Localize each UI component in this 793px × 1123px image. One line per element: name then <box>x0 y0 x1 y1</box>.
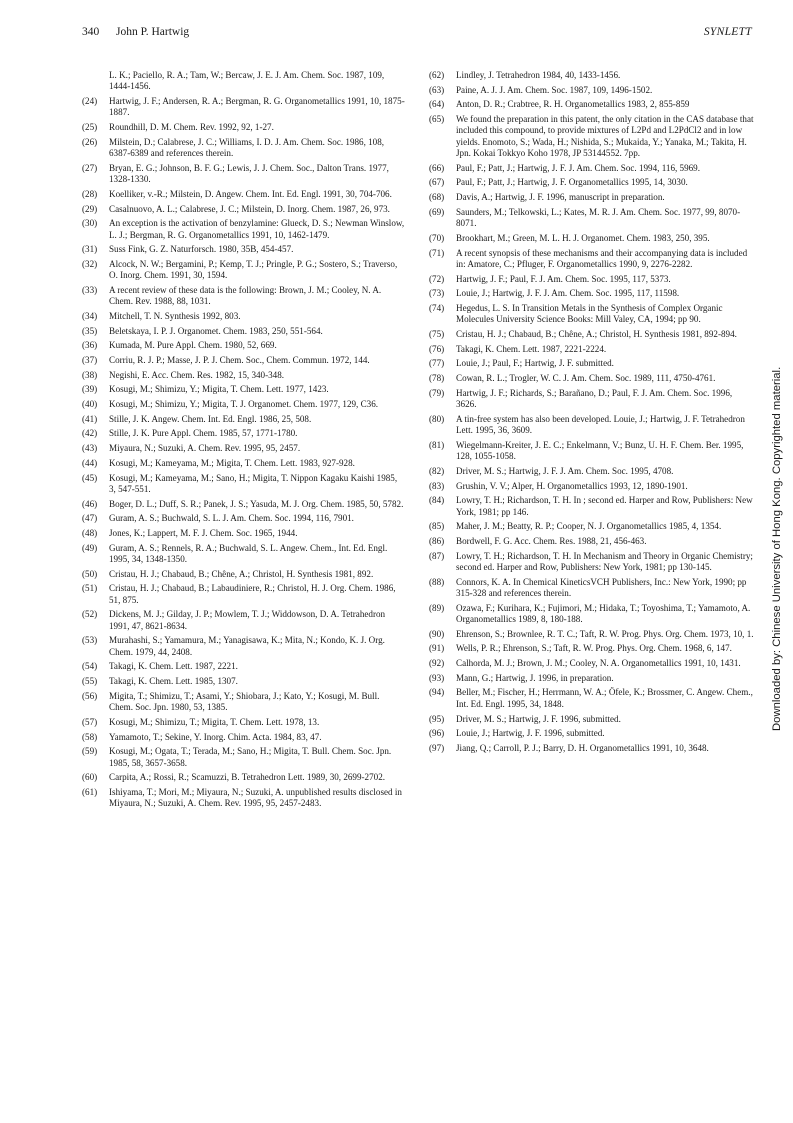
reference-item <box>429 233 754 244</box>
reference-number: (65) <box>429 114 445 125</box>
reference-number: (81) <box>429 439 445 450</box>
reference-item <box>82 189 405 200</box>
reference-number: (38) <box>82 369 98 380</box>
reference-number: (33) <box>82 284 98 295</box>
reference-number: (35) <box>82 325 98 336</box>
reference-item <box>429 577 754 600</box>
page-header <box>82 26 752 42</box>
reference-text: Kosugi, M.; Kameyama, M.; Sano, H.; Migita, T. Nippon Kagaku Kaishi 1985, 3, 547-551. <box>109 472 398 494</box>
reference-number: (41) <box>82 413 98 424</box>
reference-text: Hartwig, J. F.; Andersen, R. A.; Bergman, R. G. Organometallics 1991, 10, 1875-1887. <box>109 96 405 118</box>
reference-text: We found the preparation in this patent, the only citation in the CAS database that included this compound, to provide mixtures of L2Pd and L2PdCl2 and in low yields. Enomoto, S.; Wada, H.; Nishida, S.; Mukaida, Y.; Yanaka, M.; Takita, H. Jpn. Kokai Tokkyo Koho 1978, JP 53144552. 7pp. <box>456 114 754 159</box>
reference-text: Yamamoto, T.; Sekine, Y. Inorg. Chim. Acta. 1984, 83, 47. <box>109 731 322 742</box>
reference-item <box>429 743 754 754</box>
reference-number: (63) <box>429 84 445 95</box>
reference-text: Brookhart, M.; Green, M. L. H. J. Organomet. Chem. 1983, 250, 395. <box>456 232 710 243</box>
reference-item <box>429 440 754 463</box>
reference-number: (90) <box>429 628 445 639</box>
reference-number: (57) <box>82 716 98 727</box>
reference-text: Mann, G.; Hartwig, J. 1996, in preparation. <box>456 672 614 683</box>
reference-item <box>429 70 754 81</box>
reference-item <box>82 137 405 160</box>
reference-text: Kumada, M. Pure Appl. Chem. 1980, 52, 669. <box>109 340 277 351</box>
reference-text: Roundhill, D. M. Chem. Rev. 1992, 92, 1-27. <box>109 122 274 133</box>
download-notice: Downloaded by: Chinese University of Hong Kong. Copyrighted material. <box>771 366 783 731</box>
reference-item <box>82 528 405 539</box>
reference-number: (34) <box>82 310 98 321</box>
reference-item <box>429 177 754 188</box>
reference-text: Hartwig, J. F.; Richards, S.; Barañano, D.; Paul, F. J. Am. Chem. Soc. 1996, 3626. <box>456 387 733 410</box>
reference-text: Kosugi, M.; Shimizu, Y.; Migita, T. J. Organomet. Chem. 1977, 129, C36. <box>109 399 379 410</box>
reference-number: (53) <box>82 635 98 646</box>
reference-item <box>82 732 405 743</box>
reference-text: Milstein, D.; Calabrese, J. C.; Williams, I. D. J. Am. Chem. Soc. 1986, 108, 6387-6389 and references therein. <box>109 136 385 159</box>
reference-text: Guram, A. S.; Rennels, R. A.; Buchwald, S. L. Angew. Chem., Int. Ed. Engl. 1995, 34, 1348-1350. <box>109 542 388 564</box>
reference-number: (45) <box>82 472 98 483</box>
journal-name: SYNLETT <box>703 26 752 38</box>
reference-item <box>82 513 405 524</box>
reference-text: Bryan, E. G.; Johnson, B. F. G.; Lewis, J. J. Chem. Soc., Dalton Trans. 1977, 1328-1330. <box>109 162 389 185</box>
reference-text: Negishi, E. Acc. Chem. Res. 1982, 15, 340-348. <box>109 369 285 380</box>
reference-text: An exception is the activation of benzylamine: Glueck, D. S.; Newman Winslow, L. J.; Bergman, R. G. Organometallics 1991, 10, 1462-1479. <box>109 218 405 240</box>
reference-text: Wells, P. R.; Ehrenson, S.; Taft, R. W. Prog. Phys. Org. Chem. 1968, 6, 147. <box>456 643 732 654</box>
page-number: 340 <box>82 26 100 38</box>
reference-text: Driver, M. S.; Hartwig, J. F. 1996, submitted. <box>456 713 621 724</box>
reference-text: Guram, A. S.; Buchwald, S. L. J. Am. Chem. Soc. 1994, 116, 7901. <box>109 513 354 524</box>
reference-text: Takagi, K. Chem. Lett. 1987, 2221. <box>109 661 238 672</box>
reference-text: A recent synopsis of these mechanisms and their accompanying data is included in: Amatore, C.; Pfluger, F. Organometallics 1990, 9, 2276-2282. <box>456 247 748 269</box>
reference-number: (96) <box>429 728 445 739</box>
reference-item <box>82 543 405 566</box>
reference-number: (36) <box>82 340 98 351</box>
reference-number: (27) <box>82 162 98 173</box>
reference-text: Takagi, K. Chem. Lett. 1987, 2221-2224. <box>456 343 607 354</box>
reference-item <box>429 466 754 477</box>
reference-text: Connors, K. A. In Chemical KineticsVCH Publishers, Inc.: New York, 1990; pp 315-328 and references therein. <box>456 576 747 598</box>
reference-number: (74) <box>429 302 445 313</box>
reference-text: Miyaura, N.; Suzuki, A. Chem. Rev. 1995, 95, 2457. <box>109 443 301 454</box>
reference-text: Louie, J.; Hartwig, J. F. 1996, submitted. <box>456 728 605 739</box>
reference-number: (32) <box>82 258 98 269</box>
reference-item <box>82 569 405 580</box>
reference-item <box>82 583 405 606</box>
reference-text: Corriu, R. J. P.; Masse, J. P. J. Chem. Soc., Chem. Commun. 1972, 144. <box>109 355 370 366</box>
reference-number: (43) <box>82 443 98 454</box>
reference-item <box>429 673 754 684</box>
reference-item <box>82 340 405 351</box>
references-right-column <box>429 70 754 758</box>
reference-item <box>82 311 405 322</box>
reference-text: Anton, D. R.; Crabtree, R. H. Organometallics 1983, 2, 855-859 <box>456 99 690 110</box>
reference-number: (61) <box>82 786 98 797</box>
reference-number: (51) <box>82 583 98 594</box>
reference-number: (83) <box>429 480 445 491</box>
reference-number: (77) <box>429 358 445 369</box>
reference-item <box>82 204 405 215</box>
reference-item <box>82 499 405 510</box>
reference-text: Maher, J. M.; Beatty, R. P.; Cooper, N. J. Organometallics 1985, 4, 1354. <box>456 521 722 532</box>
reference-text: Ishiyama, T.; Mori, M.; Miyaura, N.; Suzuki, A. unpublished results disclosed in Miyaura, N.; Suzuki, A. Chem. Rev. 1995, 95, 2457-2483. <box>109 786 402 809</box>
reference-number: (26) <box>82 136 98 147</box>
reference-item <box>82 326 405 337</box>
reference-item <box>82 772 405 783</box>
reference-item <box>429 629 754 640</box>
reference-number: (37) <box>82 355 98 366</box>
reference-item <box>82 458 405 469</box>
reference-number: (76) <box>429 343 445 354</box>
reference-item <box>82 676 405 687</box>
reference-number: (64) <box>429 99 445 110</box>
reference-item <box>429 481 754 492</box>
reference-text: Ehrenson, S.; Brownlee, R. T. C.; Taft, R. W. Prog. Phys. Org. Chem. 1973, 10, 1. <box>456 628 754 639</box>
reference-item <box>82 691 405 714</box>
reference-text: Beletskaya, I. P. J. Organomet. Chem. 1983, 250, 551-564. <box>109 325 323 336</box>
reference-number: (82) <box>429 465 445 476</box>
reference-text: Koelliker, v.-R.; Milstein, D. Angew. Chem. Int. Ed. Engl. 1991, 30, 704-706. <box>109 188 392 199</box>
reference-number: (84) <box>429 495 445 506</box>
reference-text: Cowan, R. L.; Trogler, W. C. J. Am. Chem. Soc. 1989, 111, 4750-4761. <box>456 373 716 384</box>
reference-text: Cristau, H. J.; Chabaud, B.; Labaudiniere, R.; Christol, H. J. Org. Chem. 1986, 51, 875. <box>109 583 396 605</box>
reference-number: (60) <box>82 772 98 783</box>
reference-item <box>429 274 754 285</box>
reference-item <box>82 399 405 410</box>
reference-number: (31) <box>82 244 98 255</box>
reference-item <box>429 358 754 369</box>
reference-text: Grushin, V. V.; Alper, H. Organometallics 1993, 12, 1890-1901. <box>456 480 688 491</box>
reference-number: (78) <box>429 373 445 384</box>
reference-item <box>429 303 754 326</box>
reference-item <box>429 658 754 669</box>
reference-number: (69) <box>429 206 445 217</box>
reference-item <box>82 163 405 186</box>
reference-item <box>429 344 754 355</box>
reference-text: Kosugi, M.; Shimizu, Y.; Migita, T. Chem. Lett. 1977, 1423. <box>109 384 329 395</box>
reference-item <box>429 373 754 384</box>
reference-item <box>82 609 405 632</box>
reference-item <box>429 728 754 739</box>
reference-text: Hartwig, J. F.; Paul, F. J. Am. Chem. Soc. 1995, 117, 5373. <box>456 273 671 284</box>
reference-text: Takagi, K. Chem. Lett. 1985, 1307. <box>109 676 238 687</box>
reference-text: Ozawa, F.; Kurihara, K.; Fujimori, M.; Hidaka, T.; Toyoshima, T.; Yamamoto, A. Organometallics 1989, 8, 180-188. <box>456 602 751 625</box>
reference-item <box>429 521 754 532</box>
reference-item <box>82 122 405 133</box>
reference-text: A recent review of these data is the following: Brown, J. M.; Cooley, N. A. Chem. Rev. 1988, 88, 1031. <box>109 284 382 307</box>
reference-number: (92) <box>429 658 445 669</box>
reference-item <box>429 248 754 271</box>
reference-text: Paine, A. J. J. Am. Chem. Soc. 1987, 109, 1496-1502. <box>456 84 653 95</box>
reference-text: Carpita, A.; Rossi, R.; Scamuzzi, B. Tetrahedron Lett. 1989, 30, 2699-2702. <box>109 772 386 783</box>
reference-text: Davis, A.; Hartwig, J. F. 1996, manuscript in preparation. <box>456 192 665 203</box>
reference-number: (44) <box>82 457 98 468</box>
reference-number: (25) <box>82 122 98 133</box>
reference-item <box>82 218 405 241</box>
reference-number: (80) <box>429 413 445 424</box>
reference-item <box>429 114 754 159</box>
reference-number: (28) <box>82 188 98 199</box>
reference-number: (86) <box>429 535 445 546</box>
reference-item <box>429 643 754 654</box>
reference-item <box>82 787 405 810</box>
reference-number: (59) <box>82 746 98 757</box>
running-author: John P. Hartwig <box>116 26 190 38</box>
reference-number: (91) <box>429 643 445 654</box>
reference-text: Louie, J.; Paul, F.; Hartwig, J. F. submitted. <box>456 358 614 369</box>
reference-number: (52) <box>82 609 98 620</box>
reference-text: Murahashi, S.; Yamamura, M.; Yanagisawa, K.; Mita, N.; Kondo, K. J. Org. Chem. 1979, 44, 2408. <box>109 635 385 657</box>
reference-text: Lowry, T. H.; Richardson, T. H. In Mechanism and Theory in Organic Chemistry; second ed. Harper and Row, Publishers: New York, 1981; pp 130-145. <box>456 550 753 572</box>
reference-item <box>429 536 754 547</box>
reference-number: (71) <box>429 247 445 258</box>
reference-text: Bordwell, F. G. Acc. Chem. Res. 1988, 21, 456-463. <box>456 535 647 546</box>
reference-text: Wiegelmann-Kreiter, J. E. C.; Enkelmann, V.; Bunz, U. H. F. Chem. Ber. 1995, 128, 1055-1058. <box>456 439 744 462</box>
reference-item <box>82 717 405 728</box>
reference-item <box>429 163 754 174</box>
reference-item <box>82 244 405 255</box>
reference-text: L. K.; Paciello, R. A.; Tam, W.; Bercaw, J. E. J. Am. Chem. Soc. 1987, 109, 1444-1456. <box>109 70 385 92</box>
reference-item <box>82 428 405 439</box>
reference-item <box>82 355 405 366</box>
reference-text: Lowry, T. H.; Richardson, T. H. In ; second ed. Harper and Row, Publishers: New York, 1981; pp 146. <box>456 495 753 517</box>
reference-item <box>82 96 405 119</box>
reference-text: Cristau, H. J.; Chabaud, B.; Chêne, A.; Christol, H. Synthesis 1981, 892-894. <box>456 329 737 339</box>
reference-number: (73) <box>429 288 445 299</box>
reference-number: (58) <box>82 731 98 742</box>
reference-item <box>82 384 405 395</box>
reference-number: (95) <box>429 713 445 724</box>
reference-number: (70) <box>429 232 445 243</box>
reference-text: Kosugi, M.; Ogata, T.; Terada, M.; Sano, H.; Migita, T. Bull. Chem. Soc. Jpn. 1985, 58, 3657-3658. <box>109 746 392 768</box>
reference-text: Casalnuovo, A. L.; Calabrese, J. C.; Milstein, D. Inorg. Chem. 1987, 26, 973. <box>109 203 390 214</box>
reference-item <box>82 661 405 672</box>
reference-text: Driver, M. S.; Hartwig, J. F. J. Am. Chem. Soc. 1995, 4708. <box>456 465 674 476</box>
reference-text: Calhorda, M. J.; Brown, J. M.; Cooley, N. A. Organometallics 1991, 10, 1431. <box>456 658 741 669</box>
reference-item <box>429 329 754 340</box>
reference-text: Stille, J. K. Pure Appl. Chem. 1985, 57, 1771-1780. <box>109 428 298 439</box>
reference-number: (42) <box>82 428 98 439</box>
reference-item <box>82 635 405 658</box>
reference-number: (87) <box>429 550 445 561</box>
reference-number: (47) <box>82 513 98 524</box>
reference-number: (85) <box>429 521 445 532</box>
reference-number: (48) <box>82 527 98 538</box>
reference-text: Dickens, M. J.; Gilday, J. P.; Mowlem, T. J.; Widdowson, D. A. Tetrahedron 1991, 47, 8621-8634. <box>109 609 386 631</box>
reference-item <box>429 99 754 110</box>
reference-number: (75) <box>429 329 445 339</box>
reference-number: (54) <box>82 661 98 672</box>
reference-item <box>82 443 405 454</box>
reference-number: (68) <box>429 192 445 203</box>
reference-number: (79) <box>429 387 445 398</box>
reference-number: (67) <box>429 177 445 188</box>
reference-number: (24) <box>82 96 98 107</box>
reference-number: (46) <box>82 498 98 509</box>
reference-number: (39) <box>82 384 98 395</box>
reference-text: Lindley, J. Tetrahedron 1984, 40, 1433-1456. <box>456 70 621 80</box>
reference-text: A tin-free system has also been developed. Louie, J.; Hartwig, J. F. Tetrahedron Lett. 1995, 36, 3609. <box>456 413 745 436</box>
reference-text: Louie, J.; Hartwig, J. F. J. Am. Chem. Soc. 1995, 117, 11598. <box>456 288 680 299</box>
reference-text: Jiang, Q.; Carroll, P. J.; Barry, D. H. Organometallics 1991, 10, 3648. <box>456 742 709 753</box>
reference-number: (97) <box>429 742 445 753</box>
references-left-column <box>82 70 405 813</box>
reference-number: (89) <box>429 602 445 613</box>
reference-text: Migita, T.; Shimizu, T.; Asami, Y.; Shiobara, J.; Kato, Y.; Kosugi, M. Bull. Chem. Soc. Jpn. 1980, 53, 1385. <box>109 690 380 713</box>
reference-text: Kosugi, M.; Shimizu, T.; Migita, T. Chem. Lett. 1978, 13. <box>109 716 320 727</box>
reference-number: (40) <box>82 399 98 410</box>
reference-number: (62) <box>429 70 445 80</box>
reference-text: Beller, M.; Fischer, H.; Herrmann, W. A.; Öfele, K.; Brossmer, C. Angew. Chem., Int. Ed. Engl. 1995, 34, 1848. <box>456 687 753 709</box>
reference-number: (93) <box>429 672 445 683</box>
reference-item <box>429 603 754 626</box>
reference-item <box>429 714 754 725</box>
reference-text: Stille, J. K. Angew. Chem. Int. Ed. Engl. 1986, 25, 508. <box>109 413 312 424</box>
reference-text: Hegedus, L. S. In Transition Metals in the Synthesis of Complex Organic Molecules University Science Books: Mill Valey, CA, 1994; pp 90. <box>456 302 723 325</box>
reference-text: Jones, K.; Lappert, M. F. J. Chem. Soc. 1965, 1944. <box>109 527 298 538</box>
reference-text: Mitchell, T. N. Synthesis 1992, 803. <box>109 310 241 321</box>
reference-item <box>82 285 405 308</box>
reference-item <box>429 288 754 299</box>
reference-number: (66) <box>429 162 445 173</box>
reference-item <box>82 259 405 282</box>
reference-text: Saunders, M.; Telkowski, L.; Kates, M. R. J. Am. Chem. Soc. 1977, 99, 8070-8071. <box>456 206 741 229</box>
reference-item <box>429 495 754 518</box>
reference-text: Paul, F.; Patt, J.; Hartwig, J. F. J. Am. Chem. Soc. 1994, 116, 5969. <box>456 162 701 173</box>
reference-text: Boger, D. L.; Duff, S. R.; Panek, J. S.; Yasuda, M. J. Org. Chem. 1985, 50, 5782. <box>109 498 404 509</box>
reference-number: (50) <box>82 568 98 579</box>
reference-item <box>82 473 405 496</box>
reference-item <box>82 370 405 381</box>
reference-item <box>429 85 754 96</box>
reference-item <box>82 70 405 93</box>
reference-number: (94) <box>429 687 445 698</box>
reference-number: (55) <box>82 676 98 687</box>
reference-number: (30) <box>82 218 98 229</box>
reference-number: (29) <box>82 203 98 214</box>
reference-item <box>429 192 754 203</box>
reference-text: Alcock, N. W.; Bergamini, P.; Kemp, T. J.; Pringle, P. G.; Sostero, S.; Traverso, O. Inorg. Chem. 1991, 30, 1594. <box>109 258 398 281</box>
reference-text: Cristau, H. J.; Chabaud, B.; Chêne, A.; Christol, H. Synthesis 1981, 892. <box>109 568 374 579</box>
reference-item <box>429 414 754 437</box>
reference-text: Kosugi, M.; Kameyama, M.; Migita, T. Chem. Lett. 1983, 927-928. <box>109 457 355 468</box>
reference-item <box>429 207 754 230</box>
reference-text: Suss Fink, G. Z. Naturforsch. 1980, 35B, 454-457. <box>109 244 294 255</box>
reference-item <box>429 687 754 710</box>
reference-number: (72) <box>429 273 445 284</box>
reference-item <box>429 388 754 411</box>
reference-item <box>82 414 405 425</box>
reference-item <box>429 551 754 574</box>
reference-number: (49) <box>82 542 98 553</box>
reference-text: Paul, F.; Patt, J.; Hartwig, J. F. Organometallics 1995, 14, 3030. <box>456 177 688 188</box>
reference-number: (56) <box>82 690 98 701</box>
reference-number: (88) <box>429 576 445 587</box>
reference-item <box>82 746 405 769</box>
